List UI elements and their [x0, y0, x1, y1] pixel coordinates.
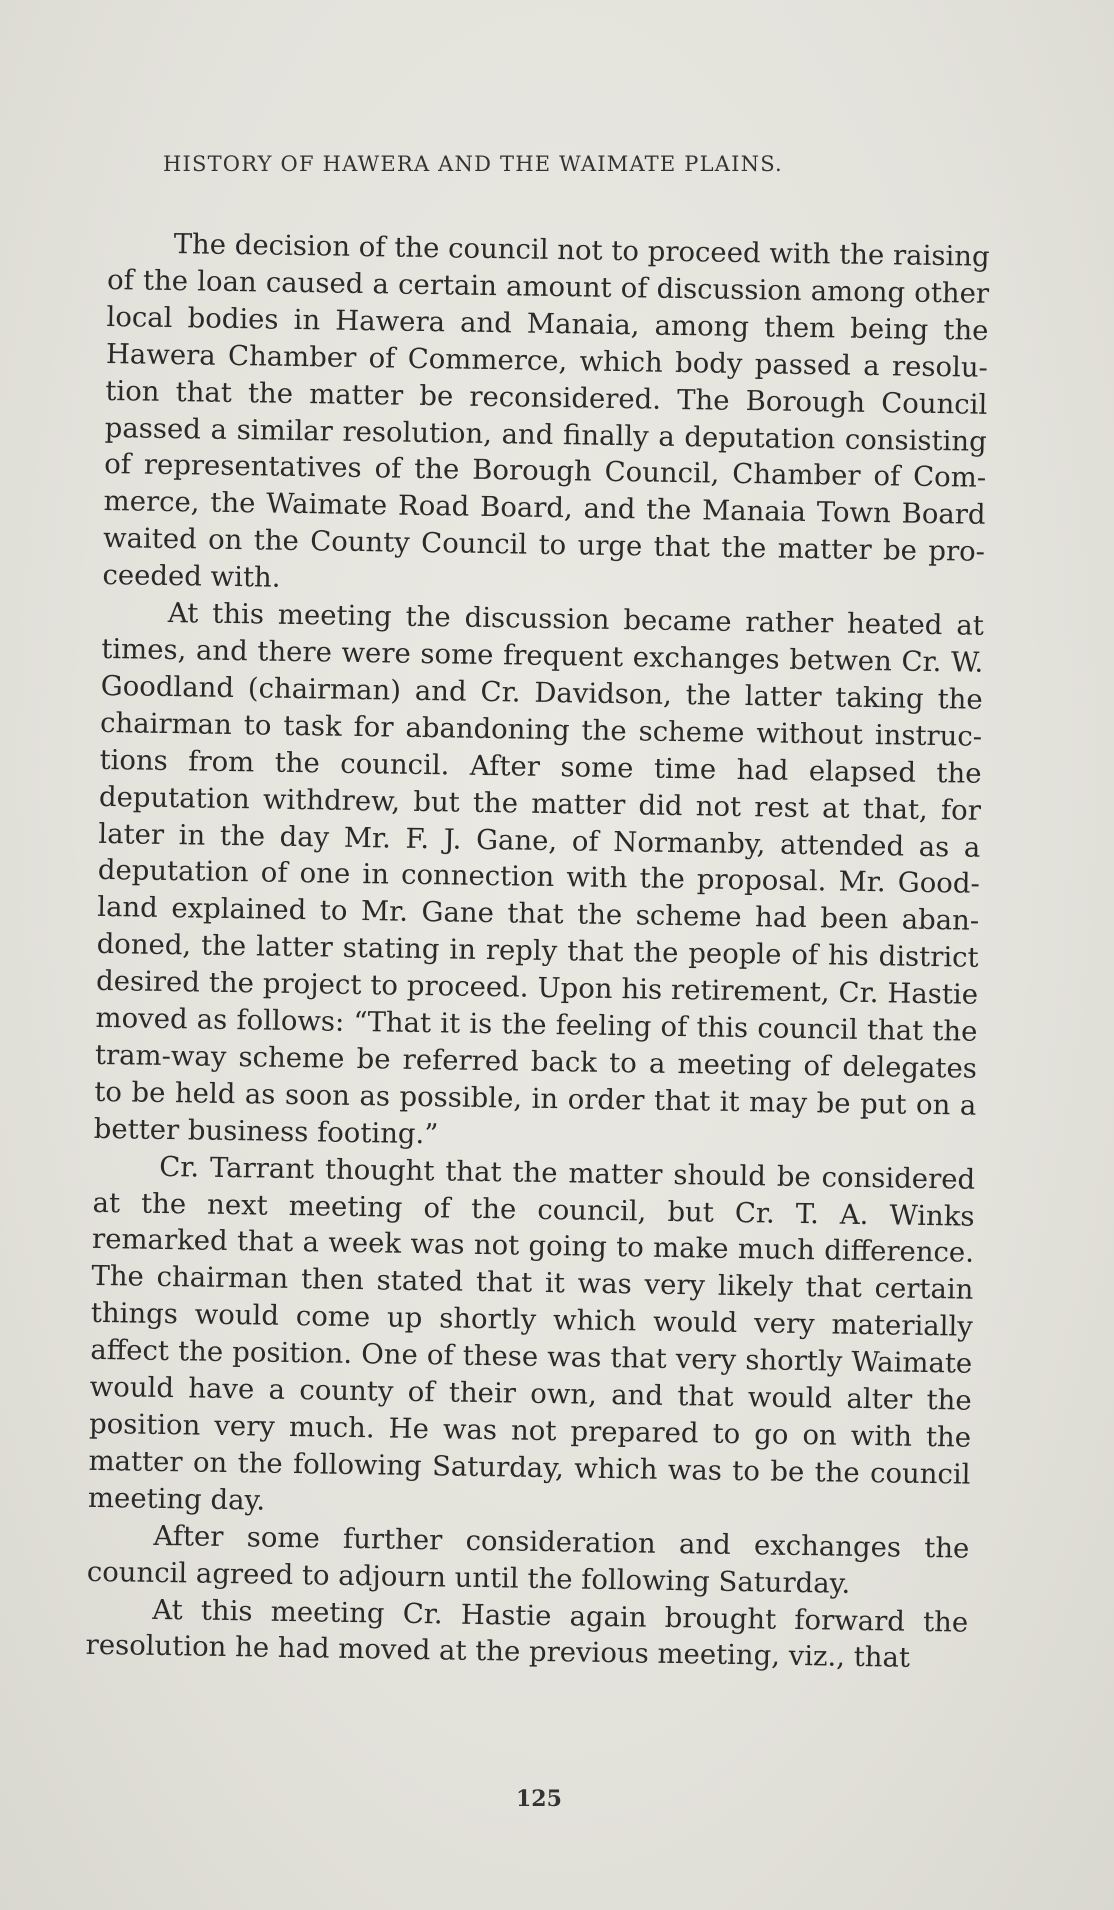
running-head: HISTORY OF HAWERA AND THE WAIMATE PLAINS. [163, 152, 783, 176]
paragraph-adjournment: After some further consideration and exchanges the council agreed to adjourn until the following Saturday. [86, 1519, 970, 1600]
paragraph-hastie-resolution: At this meeting Cr. Hastie again brought forward the resolution he had moved at the previous meeting, viz., that [85, 1593, 969, 1675]
paragraph-loan-discussion: The decision of the council not to proceed with the raising of the loan caused a certain amount of discussion among other local bodies in Hawera and Manaia, among them being the Hawera Chamber of Commerce, which body passed a resolution that the matter be reconsidered. The Borough Council passed a similar resolution, and finally a deputation consisting of representatives of the Borough Council, Chamber of Commerce, the Waimate Road Board, and the Manaia Town Board waited on the County Council to urge that the matter be proceeded with. [102, 228, 990, 594]
paragraph-heated-meeting: At this meeting the discussion became rather heated at times, and there were some frequent exchanges betwen Cr. W. Goodland (chairman) and Cr. Davidson, the latter taking the chairman to task for abandoning the scheme without instructions from the council. After some time had elapsed the deputation withdrew, but the matter did not rest at that, for later in the day Mr. F. J. Gane, of Normanby, attended as a deputation of one in connection with the proposal. Mr. Goodland explained to Mr. Gane that the scheme had been abandoned, the latter stating in reply that the people of his district desired the project to proceed. Upon his retirement, Cr. Hastie moved as follows: “That it is the feeling of this council that the tram-way scheme be referred back to a meeting of delegates to be held as soon as possible, in order that it may be put on a better business footing.” [93, 597, 985, 1151]
body-text [85, 225, 989, 1678]
paragraph-tarrant-winks: Cr. Tarrant thought that the matter should be considered at the next meeting of the council, but Cr. T. A. Winks remarked that a week was not going to make much difference. The chairman then stated that it was very likely that certain things would come up shortly which would very materially affect the position. One of these was that very shortly Waimate would have a county of their own, and that would alter the position very much. He was not prepared to go on with the matter on the following Saturday, which was to be the council meeting day. [87, 1150, 976, 1517]
page-number: 125 [516, 1786, 562, 1812]
